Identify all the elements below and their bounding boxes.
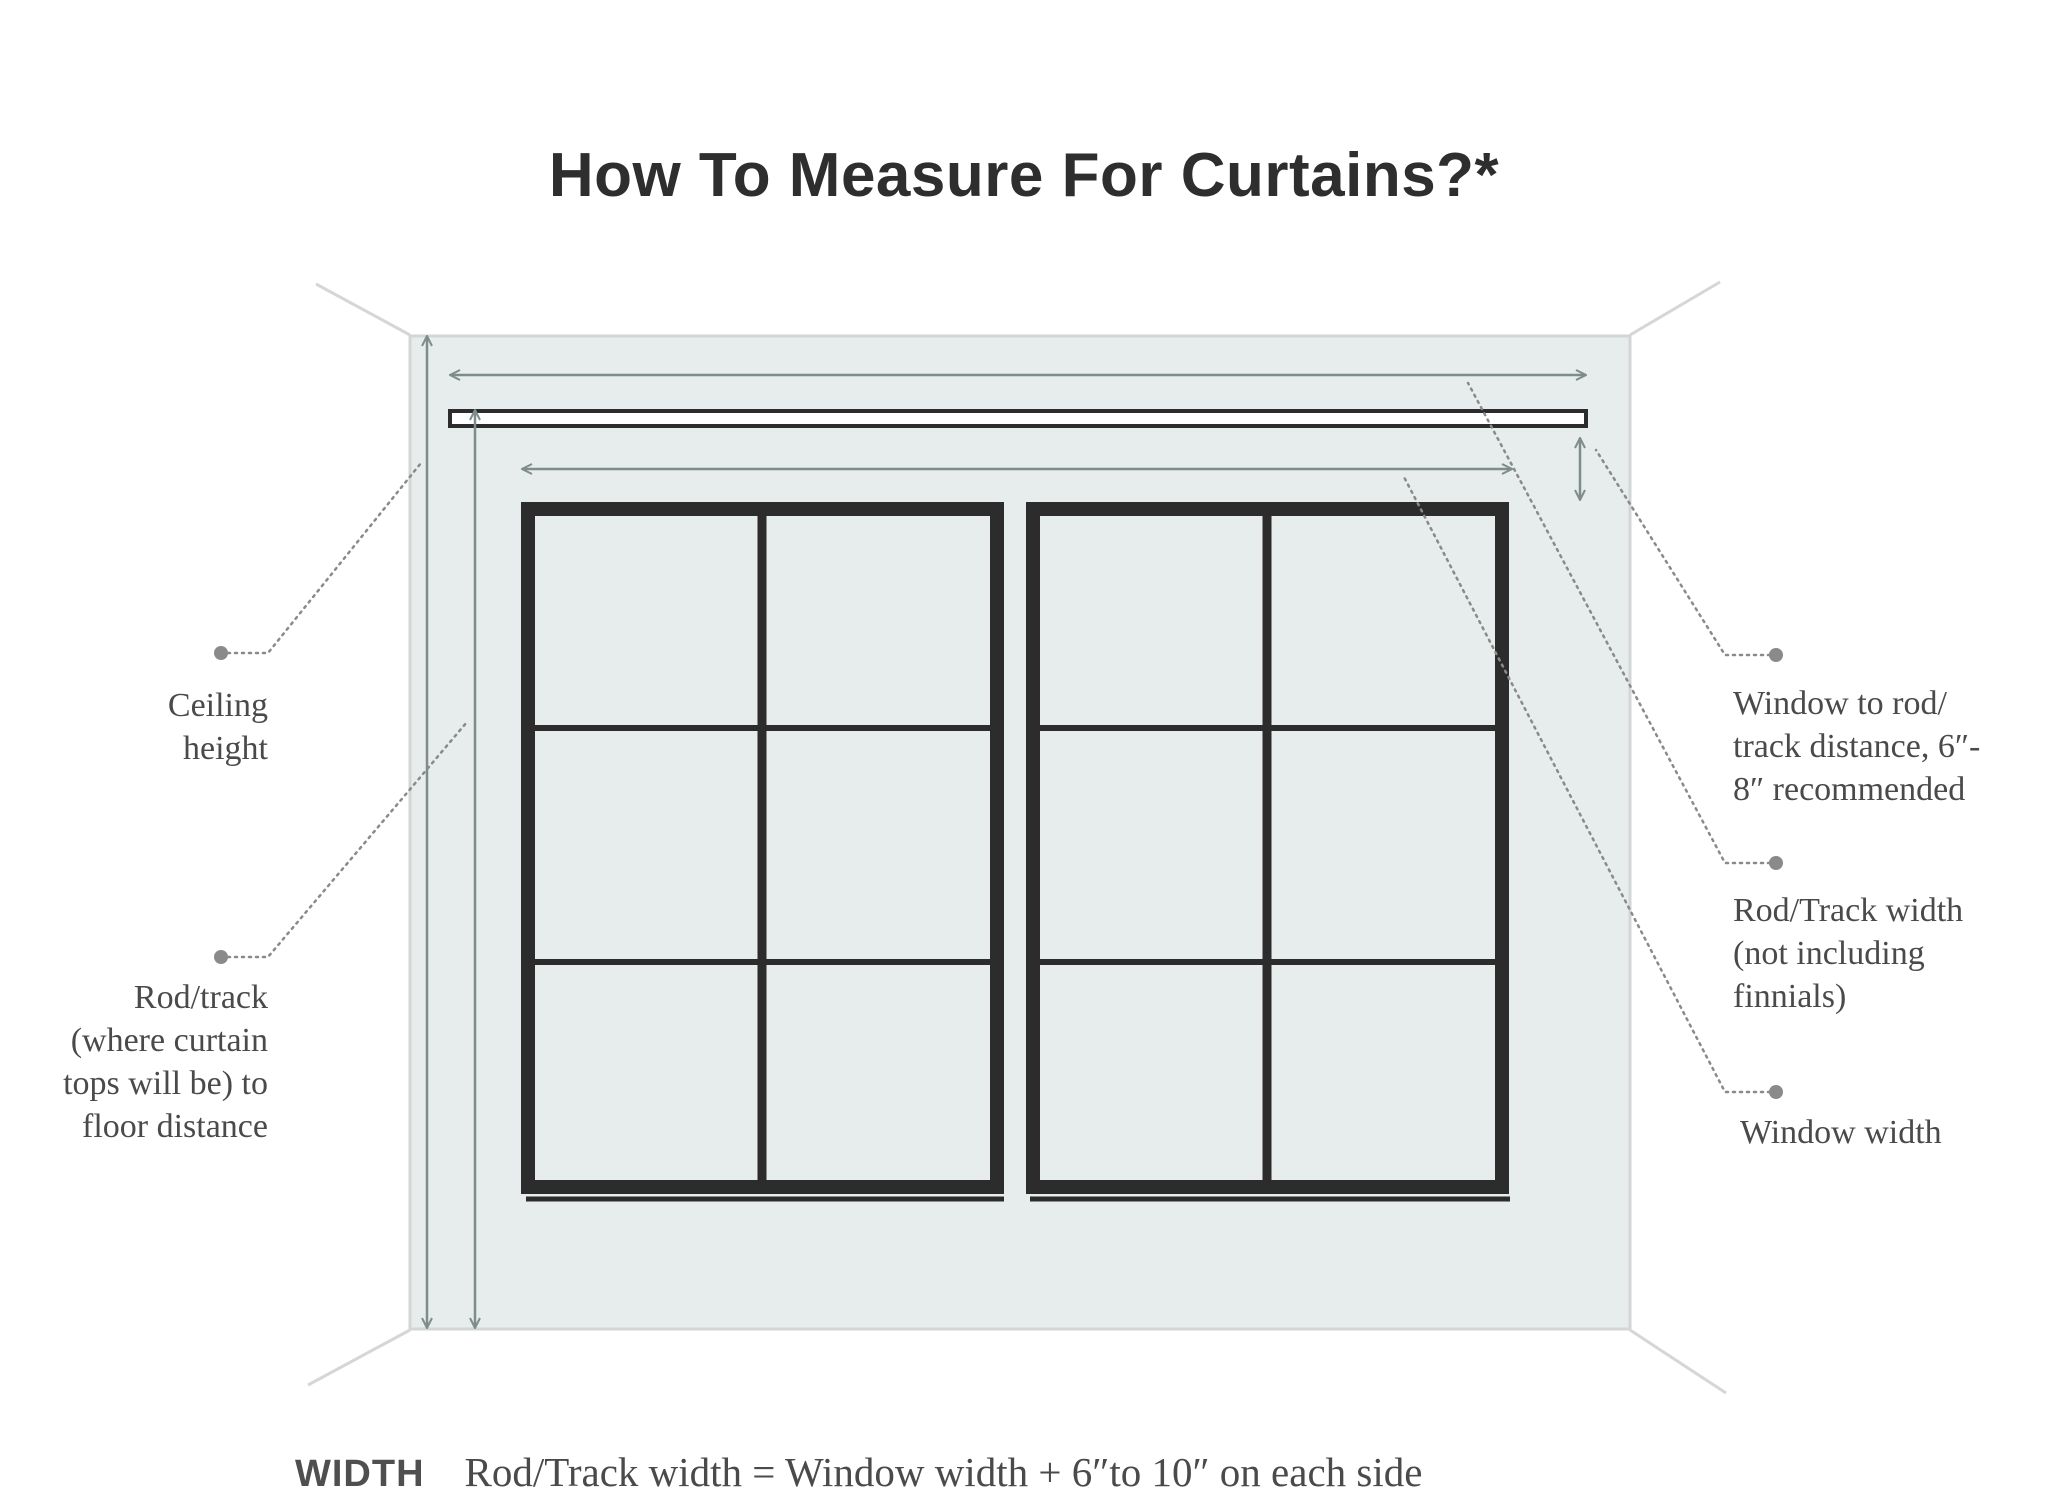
label-line: (where curtain	[70, 1022, 268, 1059]
window-left	[526, 509, 1004, 1199]
label-line: Window width	[1740, 1114, 1942, 1151]
width-formula	[295, 1448, 1422, 1496]
ceiling-height-label	[0, 684, 268, 770]
rod-width-label	[1733, 889, 2048, 1018]
window-right	[1030, 509, 1510, 1199]
label-line: floor distance	[82, 1108, 268, 1145]
label-line: Ceiling	[167, 687, 268, 724]
window-to-rod-label	[1733, 682, 2048, 811]
page-title: How To Measure For Curtains?*	[548, 141, 1500, 210]
label-line: Rod/track	[133, 979, 268, 1016]
label-line: 8″ recommended	[1733, 771, 1966, 808]
width-formula-text: Rod/Track width = Window width + 6″to 10″ on each side	[464, 1449, 1423, 1495]
window-width-label	[1740, 1111, 2048, 1154]
ceiling-height-leader	[228, 463, 421, 653]
width-key: WIDTH	[295, 1453, 425, 1495]
curtain-rod	[450, 411, 1586, 426]
label-line: height	[183, 730, 268, 767]
rod-to-floor-label	[0, 976, 268, 1148]
label-line: Rod/Track width	[1733, 892, 1964, 929]
label-line: tops will be) to	[63, 1065, 268, 1102]
label-line: finnials)	[1733, 978, 1847, 1015]
window-width-dot	[1769, 1085, 1783, 1099]
window-to-rod-dot	[1769, 648, 1783, 662]
label-line: track distance, 6″-	[1733, 728, 1981, 765]
rod-to-floor-dot	[214, 950, 228, 964]
label-line: Window to rod/	[1733, 685, 1947, 722]
ceiling-height-dot	[214, 646, 228, 660]
label-line: (not including	[1733, 935, 1925, 972]
rod-width-dot	[1769, 856, 1783, 870]
